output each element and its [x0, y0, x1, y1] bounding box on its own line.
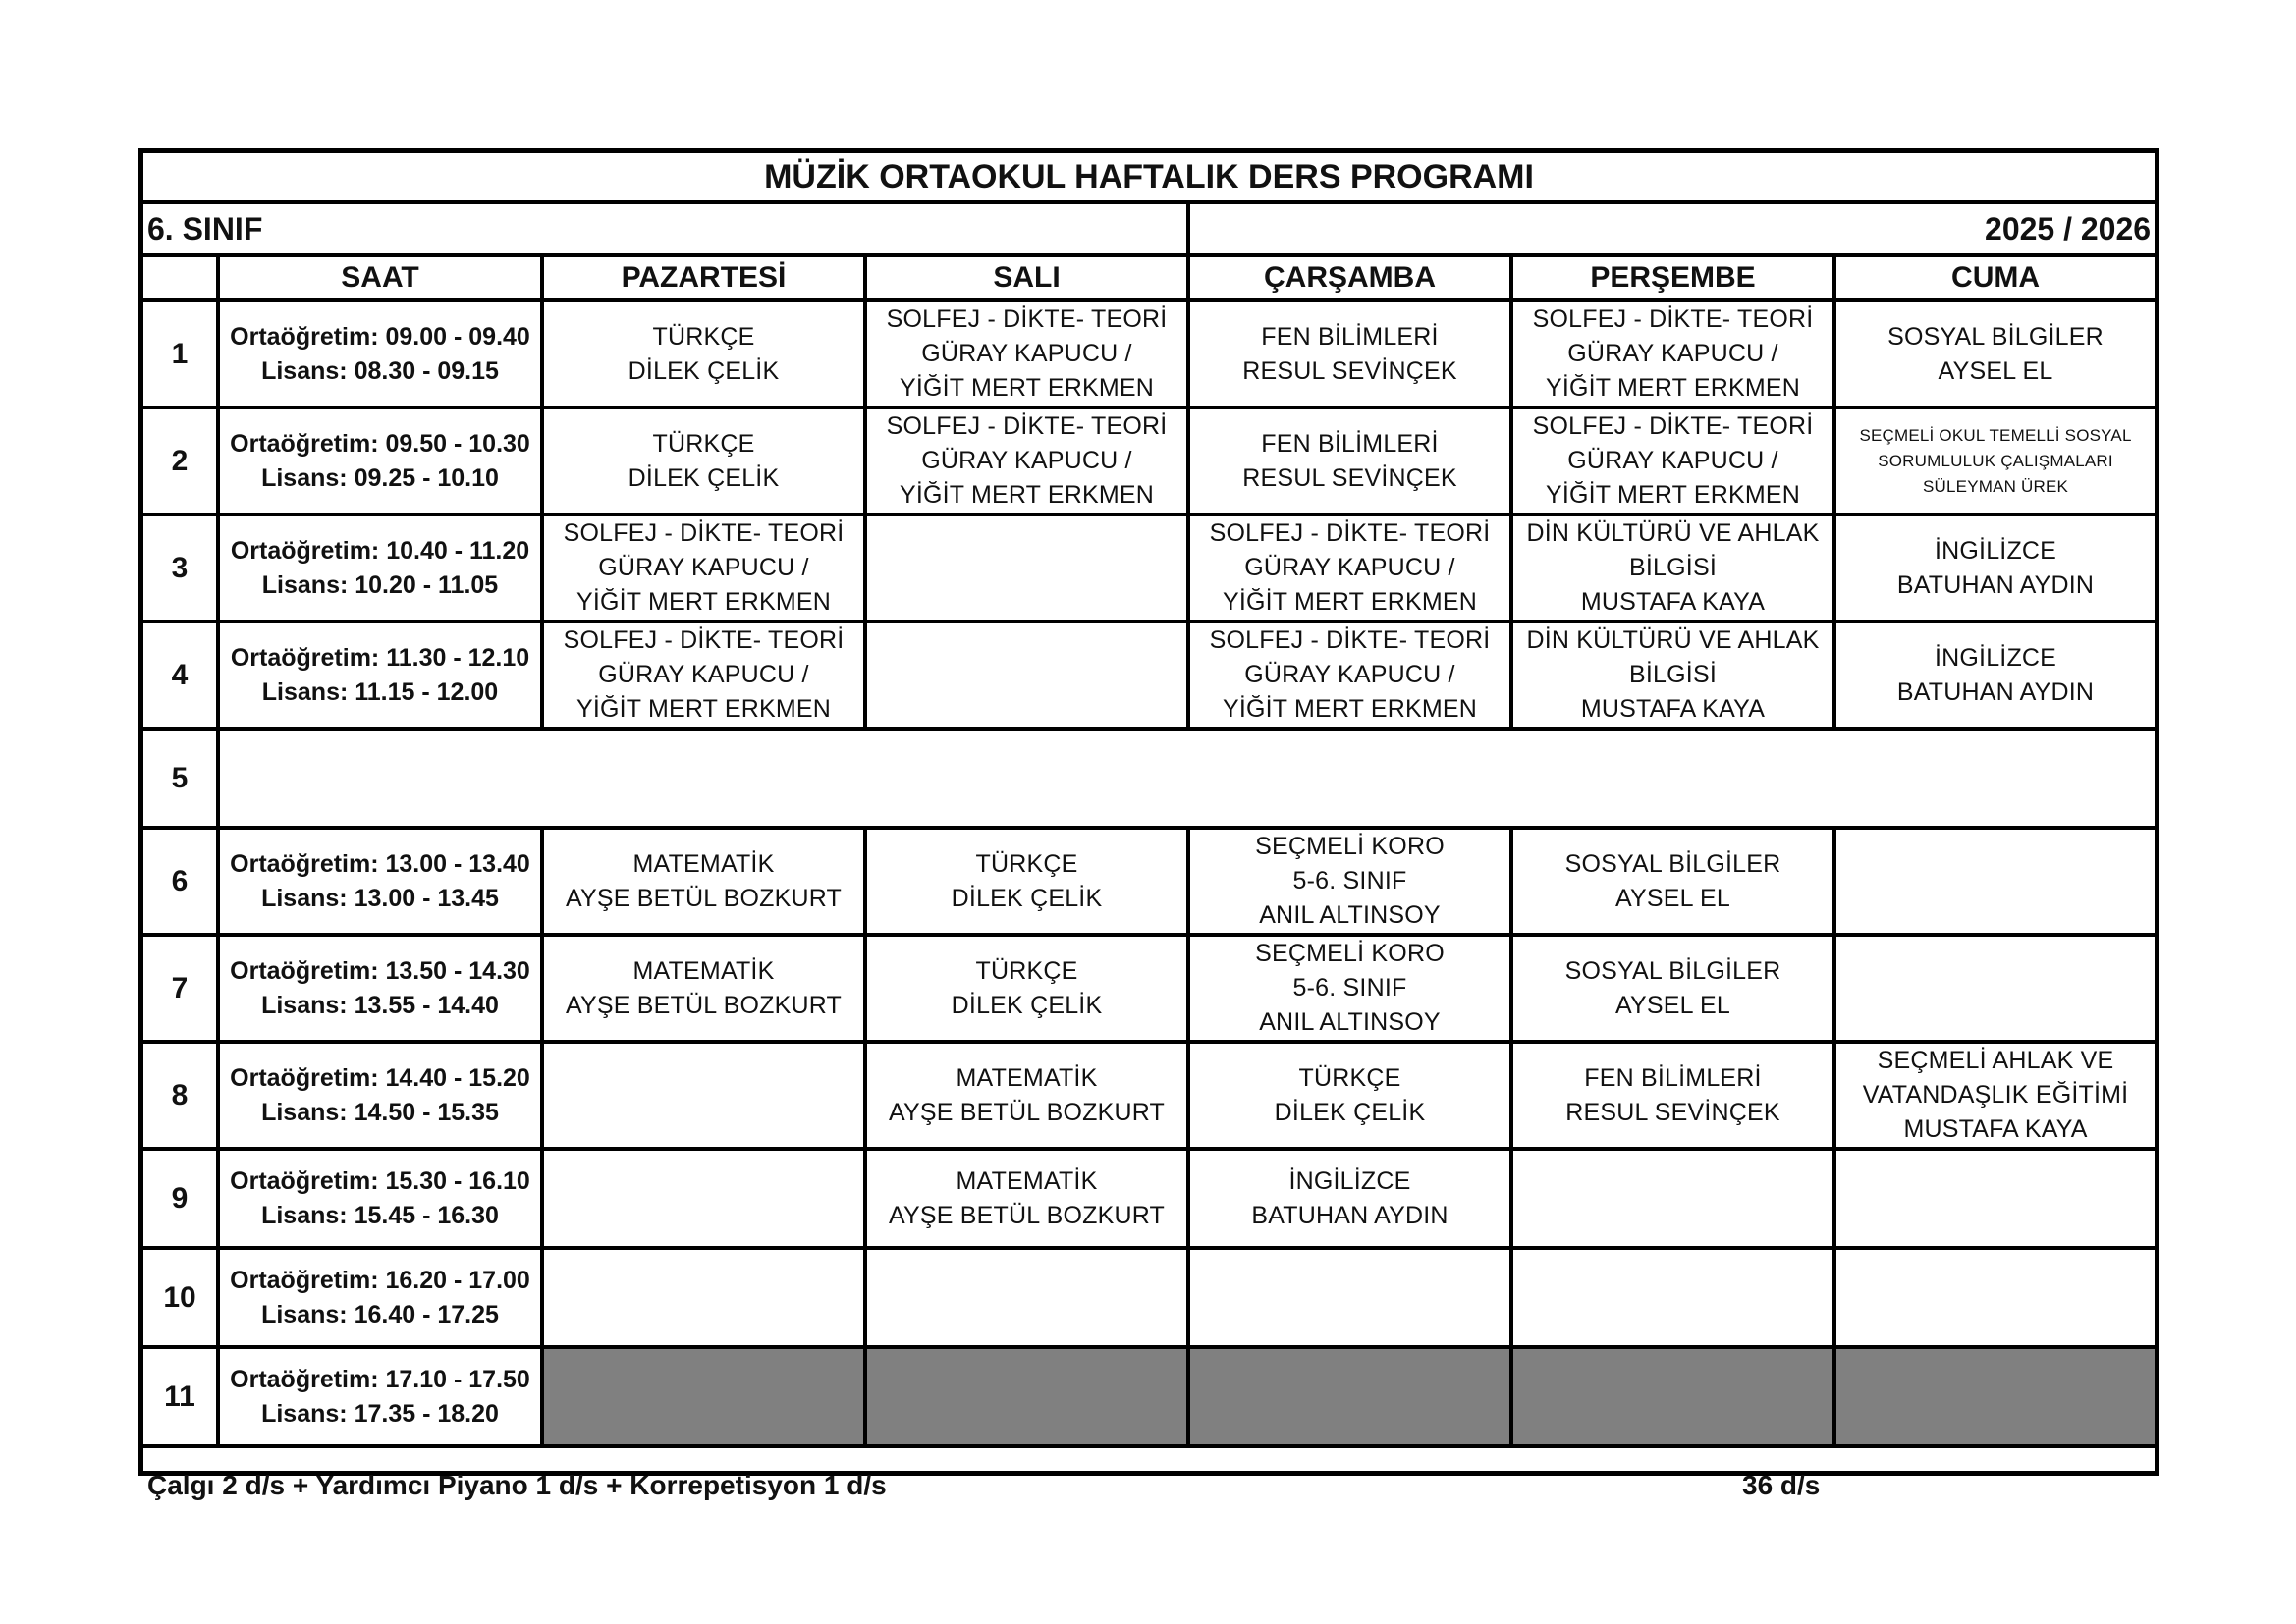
- period-time: [218, 514, 542, 622]
- period-number: 2: [143, 407, 218, 514]
- period-time: [218, 407, 542, 514]
- lesson-cell-wednesday: [1188, 514, 1511, 622]
- lesson-cell-tuesday: [865, 1347, 1188, 1446]
- lesson-text: MATEMATİK: [956, 1166, 1098, 1195]
- lesson-text: SOLFEJ - DİKTE- TEORİ: [886, 305, 1168, 333]
- header-saat: SAAT: [218, 255, 542, 300]
- lesson-cell-thursday: [1511, 1042, 1834, 1149]
- lesson-text: İNGİLİZCE: [1935, 536, 2057, 565]
- time-lisans: Lisans: 10.20 - 11.05: [261, 570, 499, 599]
- lesson-cell-thursday: [1511, 1149, 1834, 1248]
- lesson-text: TÜRKÇE: [652, 322, 755, 351]
- period-time: [218, 1248, 542, 1347]
- lesson-text: SOSYAL BİLGİLER: [1564, 849, 1781, 878]
- lesson-text: SOLFEJ - DİKTE- TEORİ: [1209, 519, 1491, 547]
- period-number: 10: [143, 1248, 218, 1347]
- time-ortaogretim: Ortaöğretim: 11.30 - 12.10: [230, 643, 530, 672]
- lesson-text: SEÇMELİ KORO: [1255, 940, 1445, 967]
- lesson-teacher: RESUL SEVİNÇEK: [1242, 356, 1457, 385]
- lesson-teacher: AYSEL EL: [1938, 356, 2053, 385]
- lesson-teacher: AYSEL EL: [1615, 991, 1730, 1019]
- lesson-teacher: YİĞİT MERT ERKMEN: [1222, 588, 1477, 616]
- lesson-cell-tuesday: [865, 1149, 1188, 1248]
- lesson-text: GÜRAY KAPUCU /: [1567, 340, 1778, 367]
- period-number: 1: [143, 300, 218, 407]
- school-year: 2025 / 2026: [1188, 202, 2155, 255]
- lesson-text: İNGİLİZCE: [1288, 1166, 1411, 1195]
- period-number: 8: [143, 1042, 218, 1149]
- lesson-cell-wednesday: [1188, 828, 1511, 935]
- time-ortaogretim: Ortaöğretim: 16.20 - 17.00: [230, 1266, 530, 1294]
- lesson-text: FEN BİLİMLERİ: [1261, 322, 1439, 351]
- lesson-text: GÜRAY KAPUCU /: [921, 340, 1132, 367]
- lesson-cell-friday: [1834, 1347, 2155, 1446]
- time-ortaogretim: Ortaöğretim: 17.10 - 17.50: [230, 1365, 530, 1393]
- lesson-teacher: AYŞE BETÜL BOZKURT: [566, 991, 842, 1019]
- schedule-row: [143, 1149, 2155, 1248]
- lesson-teacher: AYŞE BETÜL BOZKURT: [889, 1098, 1165, 1126]
- lesson-text: TÜRKÇE: [652, 429, 755, 458]
- lesson-cell-friday: [1834, 828, 2155, 935]
- lunch-break-cell: [218, 729, 2155, 828]
- time-ortaogretim: Ortaöğretim: 15.30 - 16.10: [230, 1166, 530, 1195]
- period-time: [218, 1149, 542, 1248]
- lesson-cell-thursday: [1511, 828, 1834, 935]
- schedule-row: [143, 1248, 2155, 1347]
- schedule-row: [143, 729, 2155, 828]
- time-ortaogretim: Ortaöğretim: 14.40 - 15.20: [230, 1063, 530, 1092]
- schedule-row: [143, 1347, 2155, 1446]
- lesson-text: SOLFEJ - DİKTE- TEORİ: [1532, 305, 1814, 333]
- lesson-cell-friday: [1834, 300, 2155, 407]
- period-number: 3: [143, 514, 218, 622]
- lesson-text: SEÇMELİ OKUL TEMELLİ SOSYAL: [1859, 425, 2132, 445]
- lesson-cell-tuesday: [865, 1248, 1188, 1347]
- lesson-cell-thursday: [1511, 622, 1834, 729]
- lesson-text: GÜRAY KAPUCU /: [921, 447, 1132, 474]
- schedule-row: [143, 514, 2155, 622]
- lesson-cell-wednesday: [1188, 1347, 1511, 1446]
- lesson-text: SEÇMELİ AHLAK VE: [1877, 1047, 2114, 1074]
- lesson-text: GÜRAY KAPUCU /: [598, 554, 809, 581]
- lesson-text: TÜRKÇE: [975, 956, 1078, 985]
- lesson-text: GÜRAY KAPUCU /: [598, 661, 809, 688]
- lesson-text: TÜRKÇE: [1298, 1063, 1401, 1092]
- lesson-teacher: YİĞİT MERT ERKMEN: [1545, 481, 1800, 509]
- lesson-teacher: RESUL SEVİNÇEK: [1565, 1098, 1780, 1126]
- time-lisans: Lisans: 16.40 - 17.25: [261, 1300, 499, 1328]
- lesson-cell-friday: [1834, 622, 2155, 729]
- header-day-wednesday: ÇARŞAMBA: [1188, 255, 1511, 300]
- lesson-text: 5-6. SINIF: [1292, 974, 1407, 1001]
- schedule-table: [143, 153, 2155, 1523]
- lesson-teacher: BATUHAN AYDIN: [1896, 570, 2095, 599]
- lesson-cell-monday: [542, 1248, 865, 1347]
- lesson-cell-monday: [542, 935, 865, 1042]
- lesson-cell-thursday: [1511, 1248, 1834, 1347]
- lesson-teacher: YİĞİT MERT ERKMEN: [1222, 695, 1477, 723]
- time-ortaogretim: Ortaöğretim: 09.50 - 10.30: [230, 429, 530, 458]
- lesson-text: SOLFEJ - DİKTE- TEORİ: [886, 412, 1168, 440]
- period-time: [218, 622, 542, 729]
- lesson-cell-tuesday: [865, 407, 1188, 514]
- lesson-cell-friday: [1834, 1149, 2155, 1248]
- lesson-text: SOSYAL BİLGİLER: [1564, 956, 1781, 985]
- lesson-cell-wednesday: [1188, 1248, 1511, 1347]
- lesson-text: GÜRAY KAPUCU /: [1567, 447, 1778, 474]
- footer-total-hours: 36 d/s: [1742, 1470, 1821, 1500]
- lesson-text: FEN BİLİMLERİ: [1261, 429, 1439, 458]
- time-lisans: Lisans: 13.00 - 13.45: [261, 884, 499, 912]
- lesson-text: BİLGİSİ: [1629, 554, 1717, 581]
- time-lisans: Lisans: 11.15 - 12.00: [261, 677, 499, 706]
- time-lisans: Lisans: 09.25 - 10.10: [261, 463, 499, 492]
- lesson-cell-friday: [1834, 514, 2155, 622]
- header-day-friday: CUMA: [1834, 255, 2155, 300]
- lesson-text: DİN KÜLTÜRÜ VE AHLAK: [1526, 626, 1820, 654]
- lesson-cell-monday: [542, 1347, 865, 1446]
- lesson-teacher: AYŞE BETÜL BOZKURT: [566, 884, 842, 912]
- lesson-cell-wednesday: [1188, 1042, 1511, 1149]
- lesson-cell-thursday: [1511, 1347, 1834, 1446]
- lesson-text: SOLFEJ - DİKTE- TEORİ: [1209, 626, 1491, 654]
- period-time: [218, 1347, 542, 1446]
- lesson-teacher: DİLEK ÇELİK: [628, 463, 780, 492]
- page-title: MÜZİK ORTAOKUL HAFTALIK DERS PROGRAMI: [143, 153, 2155, 202]
- header-number-blank: [143, 255, 218, 300]
- schedule-row: [143, 828, 2155, 935]
- lesson-cell-thursday: [1511, 407, 1834, 514]
- lesson-cell-tuesday: [865, 300, 1188, 407]
- lesson-text: SOSYAL BİLGİLER: [1887, 322, 2104, 351]
- footer-row: [143, 1446, 2155, 1523]
- footer-cell: [143, 1446, 2155, 1523]
- schedule-sheet: [138, 148, 2159, 1500]
- lesson-teacher: YİĞİT MERT ERKMEN: [899, 374, 1154, 402]
- lesson-teacher: MUSTAFA KAYA: [1903, 1115, 2088, 1143]
- lesson-text: İNGİLİZCE: [1935, 643, 2057, 672]
- lesson-text: 5-6. SINIF: [1292, 867, 1407, 894]
- lesson-cell-monday: [542, 300, 865, 407]
- lesson-cell-friday: [1834, 935, 2155, 1042]
- lesson-cell-monday: [542, 514, 865, 622]
- schedule-row: [143, 300, 2155, 407]
- lesson-text: SOLFEJ - DİKTE- TEORİ: [563, 626, 845, 654]
- period-number: 7: [143, 935, 218, 1042]
- period-number: 9: [143, 1149, 218, 1248]
- lesson-teacher: MUSTAFA KAYA: [1580, 695, 1766, 723]
- time-ortaogretim: Ortaöğretim: 13.50 - 14.30: [230, 956, 530, 985]
- period-time: [218, 935, 542, 1042]
- period-number: 6: [143, 828, 218, 935]
- lesson-teacher: AYŞE BETÜL BOZKURT: [889, 1201, 1165, 1229]
- lesson-cell-tuesday: [865, 514, 1188, 622]
- lesson-text: SOLFEJ - DİKTE- TEORİ: [563, 519, 845, 547]
- lesson-teacher: YİĞİT MERT ERKMEN: [575, 588, 831, 616]
- lesson-text: DİN KÜLTÜRÜ VE AHLAK: [1526, 519, 1820, 547]
- lesson-text: MATEMATİK: [632, 956, 775, 985]
- lesson-cell-thursday: [1511, 300, 1834, 407]
- period-number: 5: [143, 729, 218, 828]
- time-ortaogretim: Ortaöğretim: 10.40 - 11.20: [230, 536, 530, 565]
- lesson-cell-monday: [542, 407, 865, 514]
- lesson-cell-tuesday: [865, 828, 1188, 935]
- lesson-text: SOLFEJ - DİKTE- TEORİ: [1532, 412, 1814, 440]
- lesson-teacher: DİLEK ÇELİK: [951, 991, 1103, 1019]
- lesson-cell-monday: [542, 1149, 865, 1248]
- lesson-teacher: DİLEK ÇELİK: [628, 356, 780, 385]
- lesson-cell-friday: [1834, 1248, 2155, 1347]
- lesson-cell-friday: [1834, 407, 2155, 514]
- header-day-monday: PAZARTESİ: [542, 255, 865, 300]
- lesson-text: FEN BİLİMLERİ: [1584, 1063, 1762, 1092]
- footer-instrument-note: Çalgı 2 d/s + Yardımcı Piyano 1 d/s + Korrepetisyon 1 d/s: [147, 1470, 887, 1500]
- header-day-thursday: PERŞEMBE: [1511, 255, 1834, 300]
- lesson-teacher: DİLEK ÇELİK: [951, 884, 1103, 912]
- lesson-text: SEÇMELİ KORO: [1255, 833, 1445, 860]
- lesson-teacher: AYSEL EL: [1615, 884, 1730, 912]
- lesson-teacher: MUSTAFA KAYA: [1580, 588, 1766, 616]
- lesson-cell-friday: [1834, 1042, 2155, 1149]
- lesson-cell-wednesday: [1188, 300, 1511, 407]
- lesson-text: GÜRAY KAPUCU /: [1244, 554, 1455, 581]
- lesson-cell-tuesday: [865, 935, 1188, 1042]
- time-lisans: Lisans: 08.30 - 09.15: [261, 356, 499, 385]
- lesson-text: TÜRKÇE: [975, 849, 1078, 878]
- lesson-text: BİLGİSİ: [1629, 661, 1717, 688]
- lesson-cell-thursday: [1511, 514, 1834, 622]
- lesson-teacher: DİLEK ÇELİK: [1274, 1098, 1426, 1126]
- lesson-text: MATEMATİK: [632, 849, 775, 878]
- lesson-teacher: YİĞİT MERT ERKMEN: [575, 695, 831, 723]
- lesson-cell-monday: [542, 828, 865, 935]
- lesson-cell-tuesday: [865, 622, 1188, 729]
- schedule-row: [143, 407, 2155, 514]
- lesson-cell-monday: [542, 622, 865, 729]
- lesson-text: VATANDAŞLIK EĞİTİMİ: [1862, 1081, 2129, 1109]
- lesson-cell-wednesday: [1188, 622, 1511, 729]
- lesson-cell-monday: [542, 1042, 865, 1149]
- period-number: 4: [143, 622, 218, 729]
- lesson-teacher: SÜLEYMAN ÜREK: [1922, 476, 2069, 496]
- time-lisans: Lisans: 15.45 - 16.30: [261, 1201, 499, 1229]
- lesson-teacher: RESUL SEVİNÇEK: [1242, 463, 1457, 492]
- time-lisans: Lisans: 13.55 - 14.40: [261, 991, 499, 1019]
- time-ortaogretim: Ortaöğretim: 09.00 - 09.40: [230, 322, 530, 351]
- time-ortaogretim: Ortaöğretim: 13.00 - 13.40: [230, 849, 530, 878]
- lesson-text: MATEMATİK: [956, 1063, 1098, 1092]
- schedule-row: [143, 1042, 2155, 1149]
- time-lisans: Lisans: 17.35 - 18.20: [261, 1399, 499, 1428]
- lesson-teacher: BATUHAN AYDIN: [1896, 677, 2095, 706]
- lesson-teacher: YİĞİT MERT ERKMEN: [1545, 374, 1800, 402]
- period-time: [218, 1042, 542, 1149]
- class-label: 6. SINIF: [143, 202, 1188, 255]
- lesson-text: GÜRAY KAPUCU /: [1244, 661, 1455, 688]
- lesson-cell-tuesday: [865, 1042, 1188, 1149]
- period-time: [218, 828, 542, 935]
- lesson-cell-wednesday: [1188, 1149, 1511, 1248]
- lesson-teacher: ANIL ALTINSOY: [1259, 901, 1441, 929]
- schedule-row: [143, 935, 2155, 1042]
- lesson-cell-wednesday: [1188, 935, 1511, 1042]
- period-time: [218, 300, 542, 407]
- lesson-teacher: ANIL ALTINSOY: [1259, 1008, 1441, 1036]
- lesson-text: SORUMLULUK ÇALIŞMALARI: [1878, 451, 2113, 470]
- lesson-cell-thursday: [1511, 935, 1834, 1042]
- lesson-teacher: YİĞİT MERT ERKMEN: [899, 481, 1154, 509]
- schedule-row: [143, 622, 2155, 729]
- lesson-teacher: BATUHAN AYDIN: [1251, 1201, 1449, 1229]
- time-lisans: Lisans: 14.50 - 15.35: [261, 1098, 499, 1126]
- header-day-tuesday: SALI: [865, 255, 1188, 300]
- lesson-cell-wednesday: [1188, 407, 1511, 514]
- period-number: 11: [143, 1347, 218, 1446]
